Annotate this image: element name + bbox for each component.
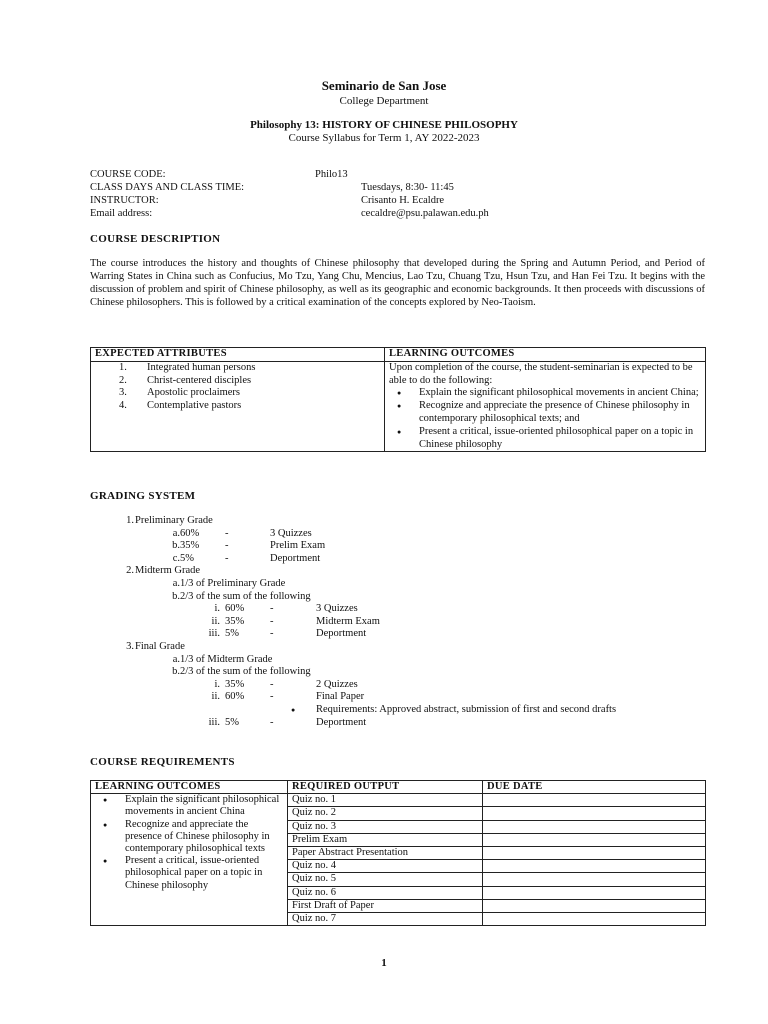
outcome-item: ● Present a critical, issue-oriented philosophical paper on a topic in Chinese philosophy <box>389 426 701 452</box>
email-value: cecaldre@psu.palawan.edu.ph <box>361 208 489 219</box>
attribute-text: Apostolic proclaimers <box>147 387 241 399</box>
outcomes-cell <box>385 361 706 452</box>
course-requirements-heading: COURSE REQUIREMENTS <box>90 756 235 768</box>
grading-marker: b. <box>172 590 180 602</box>
outcomes-header: LEARNING OUTCOMES <box>385 348 706 362</box>
req-outcomes-cell <box>91 794 288 926</box>
req-output-cell: Prelim Exam <box>288 833 483 846</box>
grading-dash: - <box>270 615 274 627</box>
course-description-text: The course introduces the history and thoughts of Chinese philosophy that developed during the Spring and Autumn Period, and Period of Warring States in China such as Confucius, Mo Tzu, Yang Chu, Mencius, Lao Tzu, Chuang Tzu, Hsun Tzu, and Han Fei Tzu. It begins with the discussion of problem and spirit of Chinese philosophy, as well as its geographic and economic backgrounds. It then proceeds with discussions of Chinese philosophers. This is followed by a critical examination of the concepts explored by Neo-Taoism. <box>90 258 705 308</box>
grading-text: Midterm Exam <box>316 615 380 627</box>
grading-marker: a. <box>172 653 180 665</box>
page-number: 1 <box>381 957 387 969</box>
grading-text: Final Grade <box>135 641 185 652</box>
grading-text: Midterm Grade <box>135 565 201 577</box>
req-due-cell <box>483 899 706 912</box>
grading-marker: c. <box>172 552 180 564</box>
grading-percent: 60% <box>180 527 200 539</box>
attributes-header: EXPECTED ATTRIBUTES <box>91 348 385 362</box>
grading-text: 1/3 of Midterm Grade <box>180 653 273 665</box>
req-due-header: DUE DATE <box>483 781 706 794</box>
course-code-label: COURSE CODE: <box>90 169 166 180</box>
grading-text: Deportment <box>316 716 367 728</box>
grading-text: 2 Quizzes <box>316 678 358 690</box>
req-output-cell: Quiz no. 3 <box>288 820 483 833</box>
grading-percent: 35% <box>225 678 245 690</box>
req-outcome-item: ● Recognize and appreciate the presence of Chinese philosophy in contemporary philosophical texts <box>95 819 283 856</box>
attribute-number: 1. <box>119 361 127 373</box>
outcomes-list <box>389 387 701 451</box>
grading-marker: iii. <box>208 716 220 728</box>
grading-percent: 35% <box>180 540 200 552</box>
req-due-cell <box>483 807 706 820</box>
requirements-table <box>90 780 706 926</box>
attribute-item <box>95 375 380 388</box>
grading-percent: 5% <box>225 716 239 728</box>
grading-text: 2/3 of the sum of the following <box>180 590 311 602</box>
attribute-item <box>95 387 380 400</box>
grading-dash: - <box>270 678 274 690</box>
req-due-cell <box>483 847 706 860</box>
req-outcome-item: ● Present a critical, issue-oriented philosophical paper on a topic in Chinese philosophy <box>95 855 283 892</box>
grading-text: 2/3 of the sum of the following <box>180 666 311 678</box>
school-name: Seminario de San Jose <box>321 78 447 93</box>
grading-text: Deportment <box>316 628 367 640</box>
grading-dash: - <box>270 603 274 615</box>
attribute-text: Integrated human persons <box>147 361 256 373</box>
attributes-cell <box>91 361 385 452</box>
attributes-table <box>90 347 706 452</box>
req-due-cell <box>483 873 706 886</box>
course-description-heading: COURSE DESCRIPTION <box>90 233 221 245</box>
course-prefix: Philosophy 13: <box>250 119 320 131</box>
grading-marker: i. <box>214 603 220 615</box>
attribute-item <box>95 400 380 413</box>
req-due-cell <box>483 794 706 807</box>
grading-marker: 3. <box>126 641 134 652</box>
grading-text: 3 Quizzes <box>270 527 312 539</box>
grading-dash: - <box>225 540 229 552</box>
grading-system-heading: GRADING SYSTEM <box>90 490 196 502</box>
attributes-list <box>95 362 380 413</box>
grading-text: Deportment <box>270 552 321 564</box>
req-output-header: REQUIRED OUTPUT <box>288 781 483 794</box>
req-output-cell: Paper Abstract Presentation <box>288 847 483 860</box>
grading-text: 3 Quizzes <box>316 603 358 615</box>
req-due-cell <box>483 886 706 899</box>
grading-marker: b. <box>172 540 180 552</box>
grading-text: 1/3 of Preliminary Grade <box>180 578 286 589</box>
attribute-number: 3. <box>119 387 127 399</box>
course-name: HISTORY OF CHINESE PHILOSOPHY <box>322 119 518 131</box>
attribute-text: Christ-centered disciples <box>147 374 252 386</box>
syllabus-line: Course Syllabus for Term 1, AY 2022-2023 <box>288 132 480 144</box>
outcomes-intro: Upon completion of the course, the student-seminarian is expected to be able to do the following: <box>389 361 693 386</box>
grading-percent: 5% <box>225 628 239 640</box>
req-output-cell: Quiz no. 7 <box>288 913 483 926</box>
grading-percent: 35% <box>225 615 245 627</box>
req-output-cell: Quiz no. 4 <box>288 860 483 873</box>
req-output-cell: Quiz no. 1 <box>288 794 483 807</box>
instructor-value: Crisanto H. Ecaldre <box>361 195 445 206</box>
course-title <box>0 119 768 132</box>
class-days-label: CLASS DAYS AND CLASS TIME: <box>90 182 245 193</box>
grading-text: Final Paper <box>316 691 365 703</box>
course-code-value: Philo13 <box>315 169 348 180</box>
grading-dash: - <box>270 691 274 703</box>
grading-text: Preliminary Grade <box>135 515 213 526</box>
req-due-cell <box>483 913 706 926</box>
grading-marker: i. <box>214 678 220 690</box>
req-output-cell: Quiz no. 2 <box>288 807 483 820</box>
bullet-icon: ● <box>291 706 296 714</box>
grading-marker: iii. <box>208 628 220 640</box>
req-due-cell <box>483 860 706 873</box>
email-label: Email address: <box>90 208 153 219</box>
grading-dash: - <box>270 628 274 640</box>
grading-text: Prelim Exam <box>270 540 326 552</box>
grading-percent: 60% <box>225 691 245 703</box>
req-outcome-item: ● Explain the significant philosophical movements in ancient China <box>95 794 283 818</box>
grading-dash: - <box>270 716 274 728</box>
attribute-item <box>95 362 380 375</box>
grading-marker: ii. <box>211 615 220 627</box>
instructor-label: INSTRUCTOR: <box>90 195 159 206</box>
outcome-item: ● Recognize and appreciate the presence of Chinese philosophy in contemporary philosophical texts; and <box>389 400 701 426</box>
grading-marker: ii. <box>211 691 220 703</box>
outcome-item: ● Explain the significant philosophical movements in ancient China; <box>389 387 701 400</box>
grading-percent: 60% <box>225 603 245 615</box>
grading-marker: 2. <box>126 565 134 577</box>
grading-marker: a. <box>172 578 180 589</box>
req-output-cell: First Draft of Paper <box>288 899 483 912</box>
grading-marker: a. <box>172 527 180 539</box>
req-due-cell <box>483 833 706 846</box>
grading-text: Requirements: Approved abstract, submission of first and second drafts <box>316 704 617 715</box>
grading-dash: - <box>225 552 229 564</box>
grading-marker: b. <box>172 666 180 678</box>
req-outcomes-header: LEARNING OUTCOMES <box>91 781 288 794</box>
attribute-text: Contemplative pastors <box>147 400 242 412</box>
attribute-number: 4. <box>119 400 127 412</box>
req-row <box>91 794 706 807</box>
req-output-cell: Quiz no. 5 <box>288 873 483 886</box>
req-due-cell <box>483 820 706 833</box>
grading-marker: 1. <box>126 515 134 526</box>
req-output-cell: Quiz no. 6 <box>288 886 483 899</box>
grading-percent: 5% <box>180 552 194 564</box>
attribute-number: 2. <box>119 374 127 386</box>
grading-dash: - <box>225 527 229 539</box>
class-days-value: Tuesdays, 8:30- 11:45 <box>361 182 454 193</box>
department: College Department <box>339 95 429 107</box>
